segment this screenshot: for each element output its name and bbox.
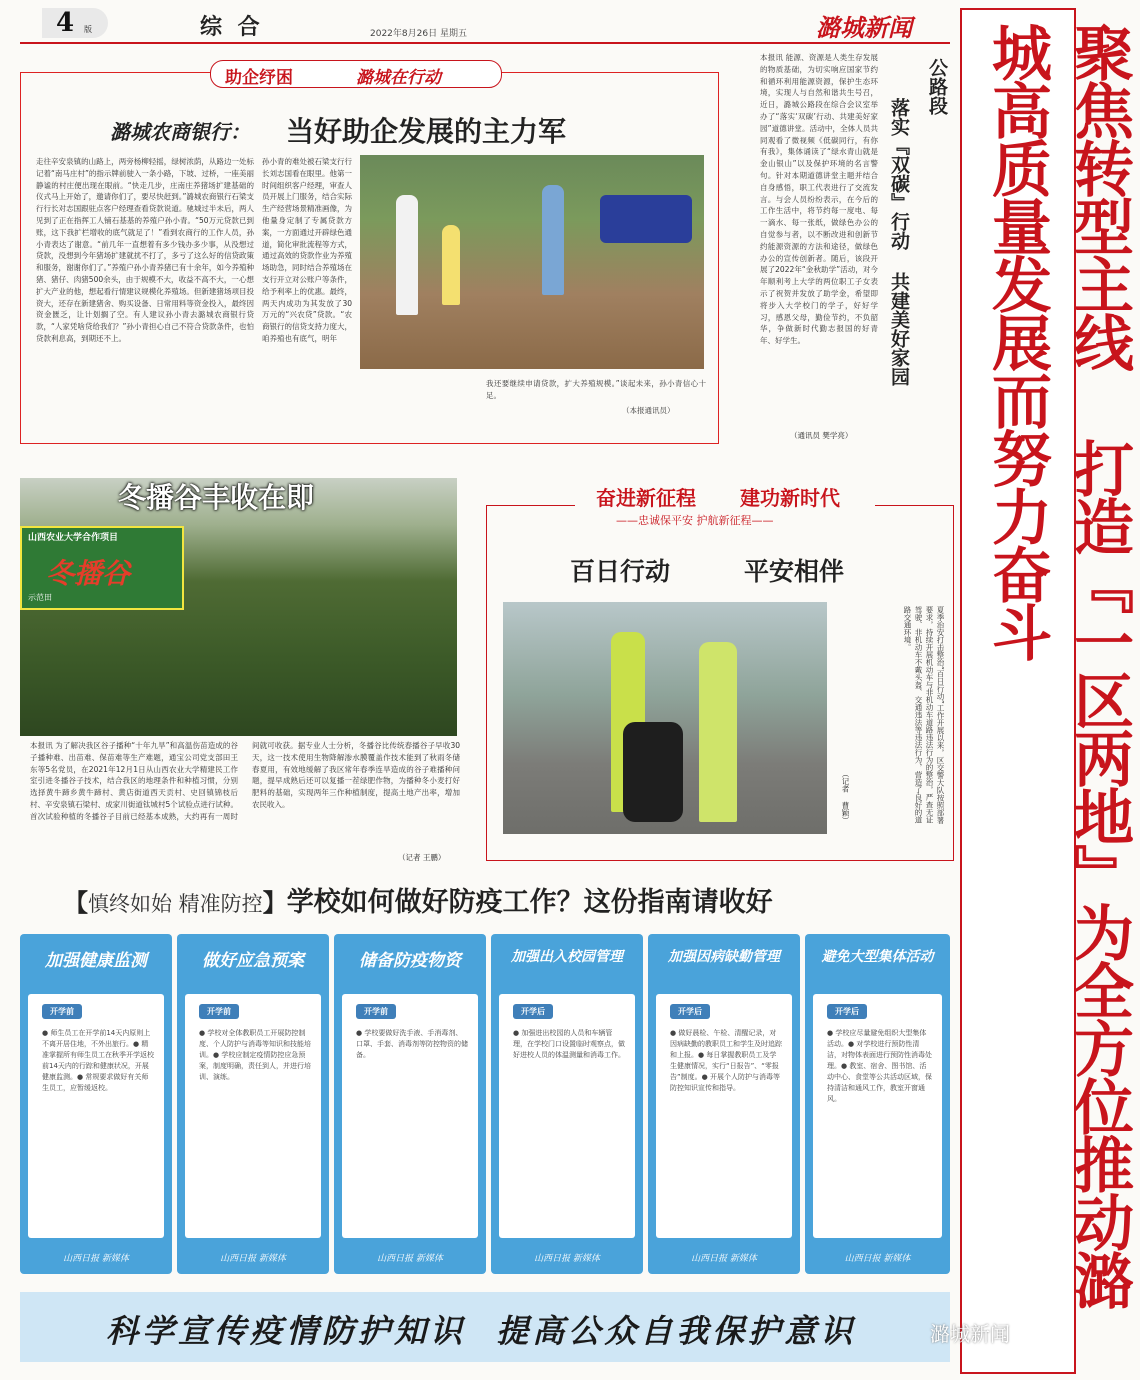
police-title-right: 平安相伴 (744, 557, 845, 586)
card-body (185, 994, 321, 1238)
bracket-right: 】 (262, 889, 287, 917)
card-title: 做好应急预案 (202, 951, 304, 971)
card-text: ● 学校要做好洗手液、手消毒剂、口罩、手套、消毒剂等防控物资的储备。 (356, 1029, 468, 1059)
issue-date: 2022年8月26日 星期五 (370, 29, 467, 39)
article-bank-col1: 走往辛安泉镇的山路上，两旁杨柳轻摇，绿树浓荫，从路边一处标记着“南马庄村”的指示牌前驶入一条小路，下坡、过桥，一座美丽静谧的村庄便出现在眼前。“快走几步，庄南庄养猪场扩建基础的仪式马上开始了，邀请你们了，要尽快赶到。”潞城农商银行石梁支行行长对志国跟驻点客户经理查看贷款说道。驰城过半未后，两人见到了正在指挥工人铺石基基的养殖户孙小青。“50万元贷款已到账，这下我扩栏增收的底气就足了！”看到农商行的工作人员，孙小青表达了谢意。“前几年一直想着有多少钱办多少事，从没想过贷款，没想到今年猪场扩建就扰不打了，多亏了这么好的信贷政策和服务，谢谢你们了。”养殖户孙小青养猪已有十余年，如今养殖种猪、猪仔、肉猪500余头，由于规模不大，收益不高不大，一心想扩大产业的他，想起看行情建议规模化养殖场。但新建猪场项目投资大，还存在新建猪舍、购买设备、日常用料等资金投入，最终因资金匮乏，让计划搁了空。有人建议孙小青去潞城农商银行贷款，“人家凭啥贷给我们？”孙小青担心自己不符合贷款条件，也怕贷款利息高，到期还不上。 (36, 157, 254, 343)
bank-photo-person-3 (542, 185, 564, 295)
epidemic-headline (64, 880, 944, 920)
police-photo (503, 602, 827, 834)
millet-sign-small: 示范田 (28, 593, 52, 602)
millet-photo (20, 478, 457, 736)
police-sub: ——忠诚保平安 护航新征程—— (616, 514, 774, 527)
millet-sign-title: 山西农业大学合作项目 (28, 533, 119, 543)
article-road-head-1: 公路段 (926, 58, 948, 115)
card-absence (648, 934, 800, 1274)
tag-right: 潞城在行动 (356, 68, 441, 88)
bank-photo-person-2 (442, 225, 460, 305)
watermark: 潞城新闻 (930, 1322, 1010, 1346)
card-body (813, 994, 942, 1238)
page-suffix: 版 (84, 25, 92, 34)
article-bank-tag (210, 60, 502, 88)
article-road-credit: （通讯员 樊学亮） (790, 431, 853, 440)
epidemic-title: 学校如何做好防疫工作？这份指南请收好 (286, 887, 773, 918)
millet-body: 本报讯 为了解决我区谷子播种“十年九旱”和高温伤苗造成的谷子播种难、出苗难、保苗难等生产难题，通宝公司党支部田王东等5名党员，在2021年12月1日从山西农业大学精建民工作室引进冬播谷子技术，结合我区的地理条件和种植习惯，分别选择黄牛蹄乡黄牛蹄村、黄店街道西天贡村、史回镇锦枝后村、辛安泉镇石梁村、成家川街道钛城村5个试验点进行试种。首次试验种植的冬播谷子目前已经基本成熟，大约再有一周时间就可收获。据专业人士分析，冬播谷比传统春播谷子早收30天，这一技术使用生物降解渗水膜覆盖作技术能到了秋雨冬储春夏用，有效地缓解了我区常年春季连旱造成的谷子难播种问题，提早成熟后还可以复播一茬绿肥作物，为播种冬小麦打好肥料的基础，实现两年三作种植制度，提高土地产出率，增加农民收入。 (30, 741, 460, 821)
card-supplies (334, 934, 486, 1274)
millet-title: 冬播谷丰收在即 (118, 481, 315, 514)
card-body (28, 994, 164, 1238)
article-bank-title-left: 潞城农商银行： (110, 120, 250, 144)
card-text: ● 师生员工在开学前14天内原则上不离开居住地，不外出旅行。● 精准掌握所有师生员工在秋季开学返校前14天内的行踪和健康状况，开展健康监测。● 常规要求做好有关师生员工，应暂缓返校。 (42, 1029, 154, 1092)
card-title: 加强出入校园管理 (511, 949, 623, 965)
card-title: 加强因病缺勤管理 (668, 949, 780, 965)
epidemic-tagline: 慎终如始 精准防控 (88, 892, 263, 916)
article-bank-credit: （本报通讯员） (622, 406, 675, 415)
side-banner-title: 聚焦转型主线 打造『一区两地』为全方位推动潞城高质量发展而努力奋斗 (982, 22, 1134, 1308)
police-scooter (623, 722, 683, 822)
card-emergency-plan (177, 934, 329, 1274)
bank-photo-excavator (600, 195, 692, 243)
card-text: ● 学校应尽量避免组织大型集体活动。● 对学校进行预防性清洁，对物体表面进行预防性消毒处理。● 教室、宿舍、图书馆、活动中心、食堂等公共活动区域，保持清洁和通风工作，教室开窗通风。 (827, 1029, 932, 1103)
tag-left: 助企纾困 (225, 68, 293, 88)
card-title: 加强健康监测 (45, 951, 147, 971)
card-title: 避免大型集体活动 (821, 949, 934, 965)
side-banner (960, 8, 1134, 1374)
card-phase: 开学前 (199, 1004, 239, 1019)
masthead (20, 8, 950, 42)
article-bank-col3: 我还要继续申请贷款，扩大养殖规模。”谈起未来，孙小青信心十足。 (486, 379, 706, 400)
police-body: 夏季治安打击整治“百日行动”工作开展以来，区交警大队按照部署要求，持续开展机动车与非机动车道路违法行为的整治，严查无证驾驶、非机动车不戴头盔、交通违法等违法行为，营造了良好的道路交通环境。 (903, 606, 945, 824)
police-title-left: 百日行动 (570, 557, 671, 586)
bracket-left: 【 (64, 889, 88, 917)
bottom-banner-text: 科学宣传疫情防护知识 提高公众自我保护意识 (106, 1312, 857, 1350)
police-officer-2 (699, 642, 737, 822)
article-road-head-2: 落实『双碳』行动 共建美好家园 (888, 98, 910, 386)
card-logo: 山西日报 新媒体 (844, 1254, 911, 1264)
masthead-rule (20, 42, 950, 44)
article-road-body: 本报讯 能源、资源是人类生存发展的物质基础，为切实响应国家节约和循环利用能源资源，保护生态环境，实现人与自然和谐共生号召，近日，潞城公路段在综合会议室举办了“落实‘双碳’行动、共建美好家园”道德讲堂。活动中，全体人员共同观看了微视频《低碳同行，有你有我》，集体诵读了“绿水青山就是金山银山”以及保护环境的名言警句。针对本期道德讲堂主题并结合自身感悟，职工代表进行了交流发言。与会人员纷纷表示，在今后的工作生活中，将节约每一度电、每一滴水、每一张纸，做绿色办公的自觉参与者，以不断改进和创新节约能源资源的方法和途径，做绿色办公的宣传创新者。随后，该段开展了2022年“金秋助学”活动，对今年顺利考上大学的两位职工子女表示了祝贺并发放了助学金，希望即将步入大学校门的学子，好好学习，感恩父母，勤俭节约，不负韶华，争做新时代勤志报国的好青年、好学生。 (760, 53, 878, 346)
card-text: ● 加强进出校园的人员和车辆管理，在学校门口设置临时观察点，做好进校人员的体温测量和消毒工作。 (513, 1029, 625, 1059)
police-credit: （记者 曹颖） (841, 770, 850, 824)
bank-photo-person-1 (396, 195, 418, 315)
millet-sign-main: 冬播谷 (46, 557, 131, 590)
card-body (342, 994, 478, 1238)
police-header-left: 奋进新征程 (596, 486, 696, 510)
epidemic-cards (20, 934, 950, 1274)
card-logo: 山西日报 新媒体 (63, 1254, 129, 1264)
page-number-block (42, 8, 108, 38)
article-bank-title-right: 当好助企发展的主力军 (286, 115, 567, 148)
card-campus-access (491, 934, 643, 1274)
page-number: 4 (56, 8, 75, 38)
card-health-monitoring (20, 934, 172, 1274)
bank-photo (360, 155, 704, 369)
card-phase: 开学后 (827, 1004, 867, 1019)
card-phase: 开学后 (670, 1004, 710, 1019)
millet-sign (20, 526, 184, 610)
police-header-right: 建功新时代 (740, 486, 840, 510)
card-avoid-gatherings (805, 934, 950, 1274)
article-bank-col2: 孙小青的难处被石梁支行行长刘志国看在眼里。他第一时间组织客户经理，审查人员开展上门服务，结合实际生产经营场景精准画像，为他量身定制了专属贷款方案，一方面通过开辟绿色通道，简化审批流程等方式，通过高效的贷款作业为养殖场助急，同时结合养殖场在支行开立对公账户等条件，给予利率上的优惠。最终，两天内成功为其发放了30万元的“兴农贷”贷款。“农商银行的信贷支持力度大，咱养殖也有底气，明年 (262, 157, 352, 343)
card-phase: 开学前 (42, 1004, 82, 1019)
card-logo: 山西日报 新媒体 (377, 1254, 443, 1264)
card-body (499, 994, 635, 1238)
bottom-banner (20, 1292, 950, 1362)
card-text: ● 学校对全体教职员工开展防控制度、个人防护与消毒等知识和技能培训。● 学校应制定疫情防控应急预案，制度明确，责任到人，并进行培训、演练。 (199, 1029, 311, 1081)
card-logo: 山西日报 新媒体 (220, 1254, 286, 1264)
paper-name: 潞城新闻 (816, 13, 912, 42)
card-logo: 山西日报 新媒体 (534, 1254, 600, 1264)
card-phase: 开学前 (356, 1004, 396, 1019)
section-name: 综 合 (200, 14, 264, 40)
card-logo: 山西日报 新媒体 (691, 1254, 757, 1264)
millet-credit: （记者 王鹏） (398, 853, 446, 862)
card-body (656, 994, 792, 1238)
card-text: ● 做好晨检、午检、清醒记录，对因病缺勤的教职员工和学生及时追踪和上报。● 每日掌握教职员工及学生健康情况，实行“日报告”、“零报告”制度。● 开展个人防护与消毒等防控知识宣传和指导。 (670, 1029, 782, 1092)
card-title: 储备防疫物资 (359, 951, 461, 971)
card-phase: 开学后 (513, 1004, 553, 1019)
